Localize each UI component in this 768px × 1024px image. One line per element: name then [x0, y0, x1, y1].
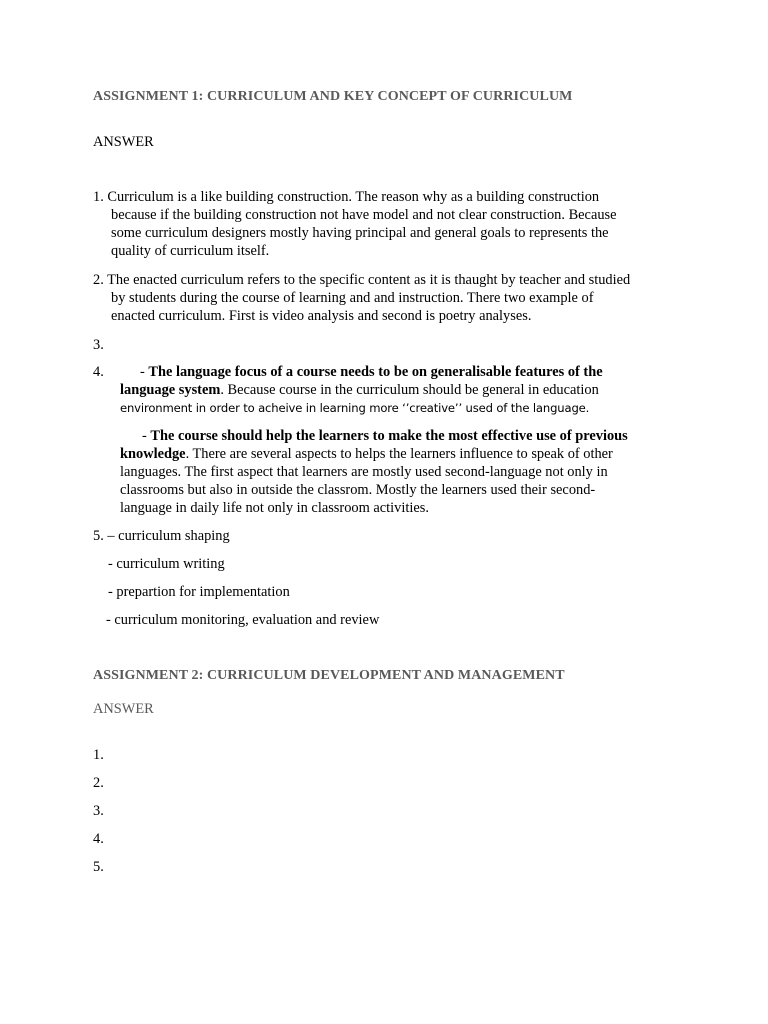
point-1-bold-line-1: The language focus of a course needs to be on generalisable features of the — [148, 364, 603, 380]
answer-5-list-item: - curriculum writing — [108, 556, 225, 572]
answer-5-list-item: 5. – curriculum shaping — [93, 528, 230, 544]
answer-5-list-item: - prepartion for implementation — [108, 584, 290, 600]
assignment-2-item-number: 1. — [93, 747, 104, 763]
point-2-line: classrooms but also in outside the classrom. Mostly the learners used their second- — [120, 482, 596, 498]
assignment-2-answer-label: ANSWER — [93, 701, 154, 717]
answer-item-4-point-2 — [120, 427, 720, 517]
answer-2-line: by students during the course of learning and and instruction. There two example of — [111, 290, 594, 306]
point-dash: - — [140, 364, 149, 380]
assignment-1-heading: ASSIGNMENT 1: CURRICULUM AND KEY CONCEPT OF CURRICULUM — [93, 89, 573, 104]
answer-1-line: 1. Curriculum is a like building construction. The reason why as a building construction — [93, 189, 600, 205]
answer-item-1 — [93, 188, 683, 260]
answer-1-line: some curriculum designers mostly having principal and general goals to represents the — [111, 225, 609, 241]
point-1-rest-line-2: . Because course in the curriculum should be general in education — [220, 382, 599, 398]
answer-item-4-number: 4. — [93, 364, 104, 380]
point-2-bold-line-1: The course should help the learners to make the most effective use of previous — [150, 428, 628, 444]
answer-item-4-point-1 — [120, 363, 720, 417]
answer-2-line: 2. The enacted curriculum refers to the specific content as it is thaught by teacher and studied — [93, 272, 631, 288]
answer-1-line: quality of curriculum itself. — [111, 243, 270, 259]
assignment-2-item-number: 3. — [93, 803, 104, 819]
answer-item-3-number: 3. — [93, 337, 104, 353]
point-dash: - — [142, 428, 151, 444]
point-2-line: language in daily life not only in classroom activities. — [120, 500, 429, 516]
point-1-line-3: environment in order to acheive in learning more ‘’creative’’ used of the language. — [120, 401, 590, 415]
point-2-bold-line-2: knowledge — [120, 446, 186, 462]
point-2-line: languages. The first aspect that learners are mostly used second-language not only in — [120, 464, 608, 480]
point-2-rest-line-2: . There are several aspects to helps the learners influence to speak of other — [185, 446, 613, 462]
assignment-2-heading: ASSIGNMENT 2: CURRICULUM DEVELOPMENT AND MANAGEMENT — [93, 668, 565, 683]
assignment-2-item-number: 4. — [93, 831, 104, 847]
answer-item-2 — [93, 271, 683, 325]
assignment-2-item-number: 5. — [93, 859, 104, 875]
answer-2-line: enacted curriculum. First is video analysis and second is poetry analyses. — [111, 308, 532, 324]
assignment-1-answer-label: ANSWER — [93, 134, 154, 150]
answer-1-line: because if the building construction not have model and not clear construction. Because — [111, 207, 617, 223]
answer-5-list-item: - curriculum monitoring, evaluation and review — [106, 612, 380, 628]
assignment-2-item-number: 2. — [93, 775, 104, 791]
point-1-bold-line-2: language system — [120, 382, 221, 398]
